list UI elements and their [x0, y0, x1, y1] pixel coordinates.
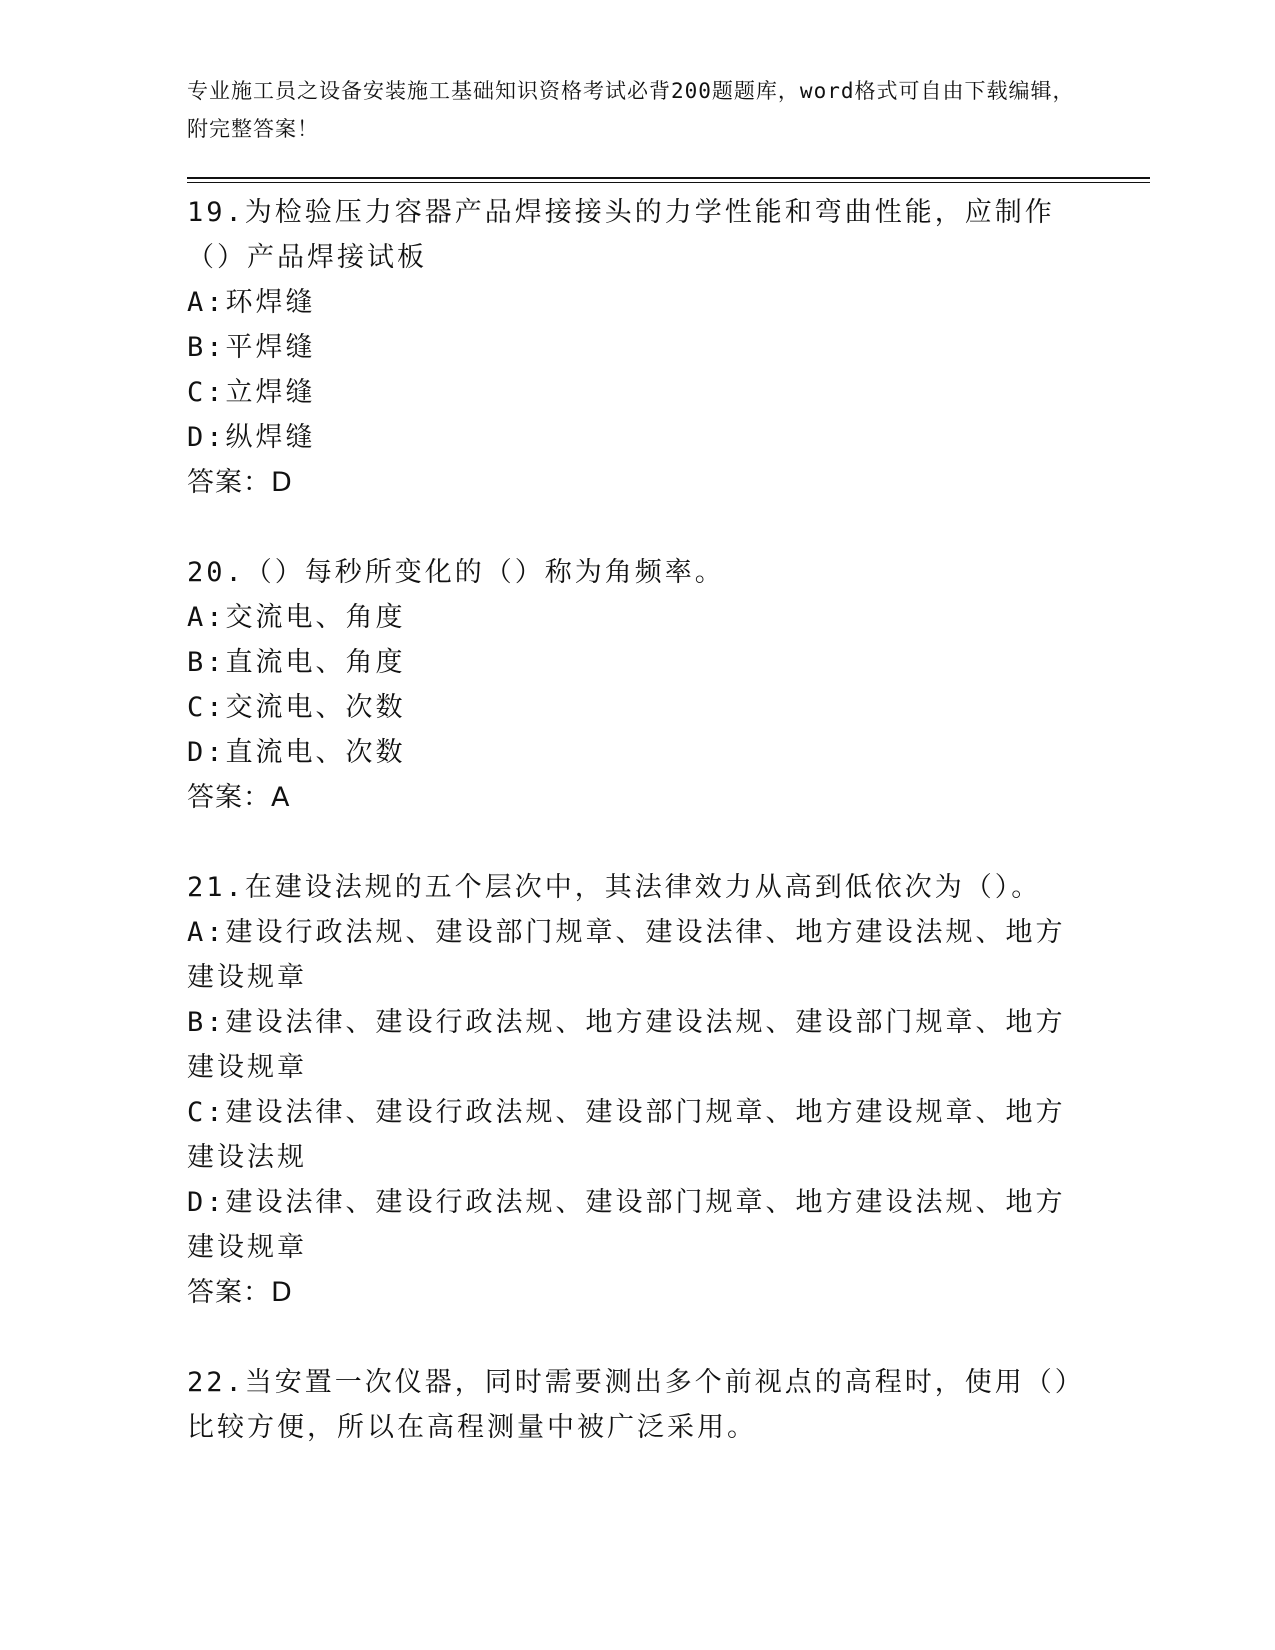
question-stem: 19.为检验压力容器产品焊接接头的力学性能和弯曲性能，应制作（）产品焊接试板 [187, 197, 1055, 273]
answer-line: 答案：D [187, 1277, 293, 1308]
header-divider-thick [187, 177, 1150, 179]
option-d: D:纵焊缝 [187, 422, 316, 453]
question-20 [187, 550, 1087, 820]
option-b: B:平焊缝 [187, 332, 316, 363]
question-19 [187, 190, 1087, 505]
question-stem: 20.（）每秒所变化的（）称为角频率。 [187, 557, 725, 588]
question-21 [187, 865, 1087, 1315]
question-stem: 22.当安置一次仪器，同时需要测出多个前视点的高程时，使用（）比较方便，所以在高程测量中被广泛采用。 [187, 1367, 1085, 1443]
question-22 [187, 1360, 1087, 1450]
option-d: D:直流电、次数 [187, 737, 406, 768]
option-c: C:交流电、次数 [187, 692, 406, 723]
option-b: B:直流电、角度 [187, 647, 406, 678]
question-stem: 21.在建设法规的五个层次中，其法律效力从高到低依次为（）。 [187, 872, 1042, 903]
option-b: B:建设法律、建设行政法规、地方建设法规、建设部门规章、地方建设规章 [187, 1007, 1066, 1083]
option-a: A:交流电、角度 [187, 602, 406, 633]
header-divider-thin [187, 182, 1150, 183]
option-a: A:环焊缝 [187, 287, 316, 318]
option-c: C:建设法律、建设行政法规、建设部门规章、地方建设规章、地方建设法规 [187, 1097, 1066, 1173]
option-d: D:建设法律、建设行政法规、建设部门规章、地方建设法规、地方建设规章 [187, 1187, 1066, 1263]
answer-line: 答案：A [187, 782, 291, 813]
option-a: A:建设行政法规、建设部门规章、建设法律、地方建设法规、地方建设规章 [187, 917, 1066, 993]
answer-line: 答案：D [187, 467, 293, 498]
option-c: C:立焊缝 [187, 377, 316, 408]
page-header-text: 专业施工员之设备安装施工基础知识资格考试必背200题题库，word格式可自由下载编辑，附完整答案！ [187, 79, 1075, 141]
